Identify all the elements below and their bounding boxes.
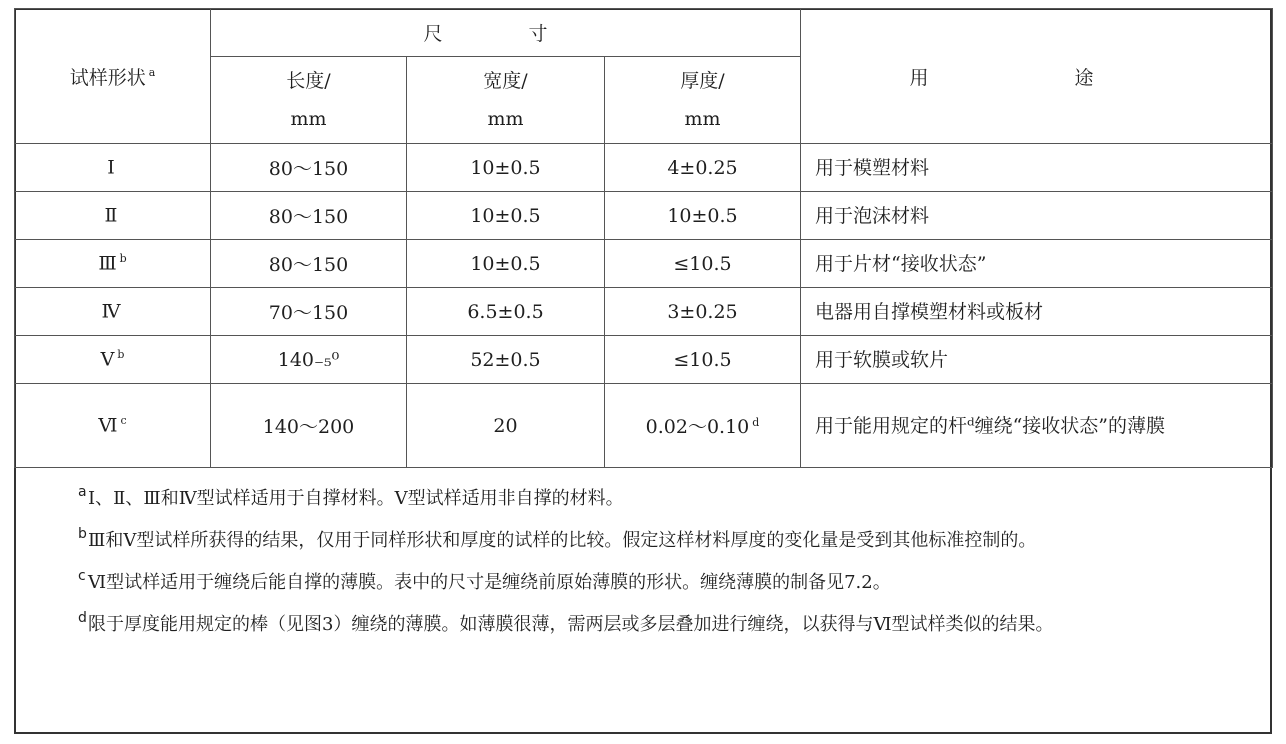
shape-cell: Ⅴ $^b$ [15, 336, 211, 384]
footnote-mark: c [78, 568, 86, 584]
width-cell: 52±0.5 [407, 336, 605, 384]
width-cell: 20 [407, 384, 605, 468]
header-use-label: 用 途 [909, 66, 1164, 89]
length-cell: 80～150 [211, 144, 407, 192]
length-cell: 80～150 [211, 192, 407, 240]
header-width-label: 宽度/ [483, 70, 528, 92]
use-cell: 用于片材“接收状态” [801, 240, 1273, 288]
header-thickness-label: 厚度/ [680, 70, 725, 92]
length-cell: 140₋₅⁰ [211, 336, 407, 384]
header-length-label: 长度/ [286, 70, 331, 92]
table-row [15, 336, 1273, 384]
header-shape-label: 试样形状 [69, 66, 146, 89]
use-cell: 用于模塑材料 [801, 144, 1273, 192]
specimen-dimension-table [14, 8, 1273, 468]
shape-cell: Ⅰ [15, 144, 211, 192]
thickness-cell: 0.02～0.10 $^d$ [605, 384, 801, 468]
thickness-cell: 4±0.25 [605, 144, 801, 192]
header-width [407, 57, 605, 144]
table-row [15, 144, 1273, 192]
use-cell: 用于软膜或软片 [801, 336, 1273, 384]
header-size [211, 9, 801, 57]
shape-cell: Ⅲ $^b$ [15, 240, 211, 288]
length-cell: 80～150 [211, 240, 407, 288]
width-cell: 10±0.5 [407, 240, 605, 288]
thickness-cell: 10±0.5 [605, 192, 801, 240]
table-row [15, 288, 1273, 336]
footnote-text: Ⅵ型试样适用于缠绕后能自撑的薄膜。表中的尺寸是缠绕前原始薄膜的形状。缠绕薄膜的制备见7.2。 [88, 572, 891, 593]
header-width-unit: mm [487, 108, 524, 130]
header-length [211, 57, 407, 144]
use-cell: 电器用自撑模塑材料或板材 [801, 288, 1273, 336]
table-row [15, 192, 1273, 240]
table-row [15, 240, 1273, 288]
width-cell: 6.5±0.5 [407, 288, 605, 336]
table-row [15, 384, 1273, 468]
thickness-cell: ≤10.5 [605, 336, 801, 384]
width-cell: 10±0.5 [407, 144, 605, 192]
shape-cell: Ⅳ [15, 288, 211, 336]
header-thickness-unit: mm [684, 108, 721, 130]
footnote-c [78, 566, 1242, 599]
header-shape-note: a [148, 66, 156, 80]
header-size-label: 尺 寸 [423, 23, 588, 45]
footnote-mark: b [78, 526, 87, 542]
length-cell: 140～200 [211, 384, 407, 468]
header-length-unit: mm [290, 108, 327, 130]
footnote-text: Ⅰ、Ⅱ、Ⅲ和Ⅳ型试样适用于自撑材料。Ⅴ型试样适用非自撑的材料。 [88, 488, 624, 509]
header-thickness [605, 57, 801, 144]
use-cell: 用于能用规定的杆ᵈ缠绕“接收状态”的薄膜 [801, 384, 1273, 468]
header-use [801, 9, 1273, 144]
footnote-mark: a [78, 484, 87, 500]
shape-cell: Ⅱ [15, 192, 211, 240]
footnote-mark: d [78, 610, 87, 626]
thickness-cell: 3±0.25 [605, 288, 801, 336]
use-cell: 用于泡沫材料 [801, 192, 1273, 240]
header-shape [15, 9, 211, 144]
table-footnotes [14, 474, 1272, 734]
footnote-b [78, 524, 1242, 557]
footnote-text: Ⅲ和Ⅴ型试样所获得的结果，仅用于同样形状和厚度的试样的比较。假定这样材料厚度的变化量是受到其他标准控制的。 [88, 530, 1037, 551]
footnote-text: 限于厚度能用规定的棒（见图3）缠绕的薄膜。如薄膜很薄，需两层或多层叠加进行缠绕，以获得与Ⅵ型试样类似的结果。 [88, 614, 1054, 635]
shape-cell: Ⅵ $^c$ [15, 384, 211, 468]
footnote-d [78, 608, 1242, 641]
width-cell: 10±0.5 [407, 192, 605, 240]
length-cell: 70～150 [211, 288, 407, 336]
footnote-a [78, 482, 1242, 515]
thickness-cell: ≤10.5 [605, 240, 801, 288]
